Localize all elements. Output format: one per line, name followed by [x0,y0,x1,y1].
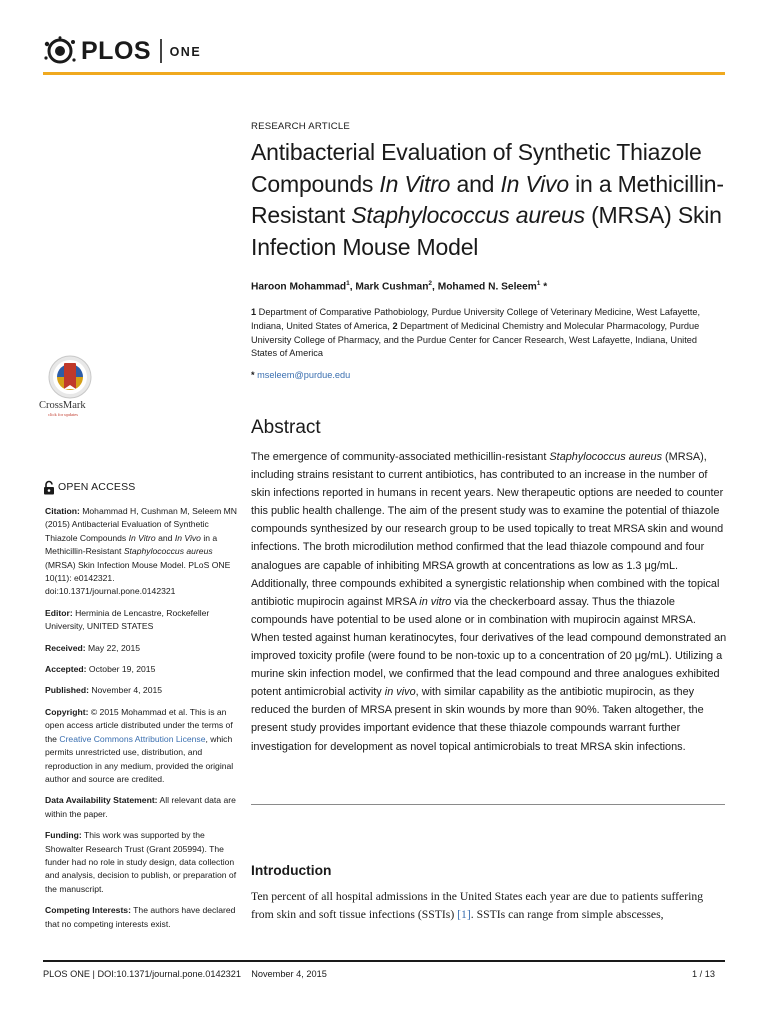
published-label: Published: [45,685,89,696]
author-affiliation-mark: 2 [428,280,433,287]
editor-block [45,607,241,634]
email-prefix: * [251,370,258,380]
funding-block [45,829,241,896]
citation-label: Citation: [45,506,80,516]
author-affiliation-mark: 1 [346,280,350,287]
copyright-text: © 2015 Mohammad et al. This is an open access article distributed under the terms of the [45,706,233,744]
crossmark-sublabel[interactable]: click for updates [48,412,78,417]
citation-text: and [155,532,175,543]
intro-span: . SSTIs can range from simple abscesses, [470,908,664,922]
intro-span: Ten percent of all hospital admissions in the United States each year are due to patients suffering from skin and soft tissue infections (SSTIs) [251,890,704,922]
citation-block [45,505,241,599]
title-text: Antibacterial Evaluation of Synthetic Thiazole Compounds [251,139,702,197]
abstract-heading: Abstract [251,417,321,438]
article-sidebar [45,480,241,939]
open-access-badge [43,480,241,495]
author-list: Haroon Mohammad$^1$, Mark Cushman$^2$, Mohamed N. Seleem$^1$ * [251,280,548,293]
crossmark-label[interactable]: CrossMark [39,400,86,411]
article-type: RESEARCH ARTICLE [251,121,350,132]
accepted-value: October 19, 2015 [86,664,156,675]
accepted-block [45,663,241,676]
title-italic: Staphylococcus aureus [351,202,585,228]
abstract-divider [251,804,725,805]
email-link[interactable]: mseleem@purdue.edu [257,370,351,380]
data-availability-block [45,794,241,821]
funding-label: Funding: [45,830,82,841]
page-number: 1 / 13 [692,969,715,979]
author-name[interactable]: Mohamed N. Seleem [437,281,537,293]
open-lock-icon [43,480,55,495]
title-italic: In Vitro [379,170,451,197]
brand-name: PLOS [81,36,152,65]
affiliations [251,306,721,361]
received-label: Received: [45,642,86,653]
citation-text: in a Methicillin-Resistant [45,532,218,557]
header-divider [43,72,725,75]
journal-name: ONE [169,45,202,59]
copyright-text: , which permits unrestricted use, distribution, and reproduction in any medium, provided the original author and source are credited. [45,733,234,784]
author-name[interactable]: Mark Cushman [355,281,429,293]
abstract-span: (MRSA), including strains resistant to current antibiotics, has contributed to an increase in the number of skin infections reported in humans in recent years. New therapeutic options are needed to counter this public health challenge. The aim of the present study was to examine the potential of thiazole compounds synthesized by our research group to be used topically to treat MRSA skin and wound infections. The broth microdilution method confirmed that the lead thiazole compound and four analogues are capable of inhibiting MRSA growth at concentrations as low as 1.3 μg/mL. Additionally, three compounds exhibited a synergistic relationship when combined with the topical antibiotic mupirocin against MRSA [251,451,724,608]
abstract-span: The emergence of community-associated methicillin-resistant [251,451,550,463]
brand-separator [160,39,162,63]
copyright-block [45,706,241,786]
citation-reference-link[interactable]: [1] [457,908,471,922]
journal-header [43,33,201,69]
title-text: and [450,170,501,197]
citation-italic: In Vitro [128,532,156,543]
author-affiliation-mark: 1 [536,280,541,287]
citation-italic: In Vivo [174,532,201,543]
author-name[interactable]: Haroon Mohammad [251,281,347,293]
abstract-italic: Staphylococcus aureus [549,451,663,463]
received-block [45,642,241,655]
corresponding-email [251,370,350,380]
accepted-label: Accepted: [45,664,87,675]
plos-logo-icon [43,36,77,66]
introduction-heading: Introduction [251,863,332,878]
editor-label: Editor: [45,607,73,618]
title-italic: In Vivo [500,170,569,197]
affiliation-text: Department of Medicinal Chemistry and Molecular Pharmacology, Purdue University College of Pharmacy, and the Purdue Center for Cancer Research, West Lafayette, Indiana, United States of America [251,320,700,359]
competing-interests-block [45,904,241,931]
introduction-text [251,888,727,924]
abstract-span: via the checkerboard assay. Thus the thiazole compounds have potential to be used alone or in combination with mupirocin against MRSA. When tested against human keratinocytes, four derivatives of the lead compound demonstrated an improved toxicity profile (were found to be non-toxic up to a concentration of 20 μg/mL). Utilizing a murine skin infection model, we confirmed that the lead compound and three analogues exhibited potent antimicrobial activity [251,595,727,699]
affiliation-number: 1 [251,307,257,317]
affiliation-number: 2 [392,320,398,331]
published-value: November 4, 2015 [88,685,163,696]
competing-interests-label: Competing Interests: [45,905,131,916]
citation-text: (MRSA) Skin Infection Mouse Model. PLoS ONE 10(11): e0142321. doi:10.1371/journal.pone.0142321 [45,559,231,597]
title-text: (MRSA) Skin Infection Mouse Model [251,202,722,260]
citation-text: Mohammad H, Cushman M, Seleem MN (2015) Antibacterial Evaluation of Synthetic Thiazole Compounds [45,506,237,543]
editor-value: Herminia de Lencastre, Rockefeller University, UNITED STATES [45,607,210,632]
footer-divider [43,960,725,962]
license-link[interactable]: Creative Commons Attribution License [59,733,206,744]
article-title [251,137,731,263]
abstract-italic: in vivo [384,686,416,699]
title-text: in a Methicillin-Resistant [251,170,724,228]
received-value: May 22, 2015 [85,642,141,653]
affiliation-text: Department of Comparative Pathobiology, Purdue University College of Veterinary Medicine, West Lafayette, Indiana, United States of America, [251,307,701,331]
citation-italic: Staphylococcus aureus [123,546,213,557]
funding-text: This work was supported by the Showalter Research Trust (Grant 205994). The funder had no role in study design, data collection and analysis, decision to publish, or preparation of the manuscript. [45,830,237,894]
corresponding-mark: * [540,281,548,293]
competing-interests-text: The authors have declared that no competing interests exist. [45,905,236,929]
abstract-text [251,448,727,756]
open-access-label: OPEN ACCESS [58,480,136,493]
copyright-label: Copyright: [45,706,89,717]
abstract-span: , with similar capability as the antibiotic mupirocin, as they reduced the burden of MRSA present in skin wounds by more than 90%. Taken altogether, the present study provides important evidence that these thiazole compounds warrant further investigation for development as novel topical antimicrobials to treat MRSA skin infections. [251,686,704,753]
footer-doi: PLOS ONE | DOI:10.1371/journal.pone.0142321 November 4, 2015 [43,969,327,979]
data-availability-label: Data Availability Statement: [45,795,158,806]
abstract-italic: in vitro [419,595,452,608]
data-availability-text: All relevant data are within the paper. [45,795,236,819]
published-block [45,684,241,697]
